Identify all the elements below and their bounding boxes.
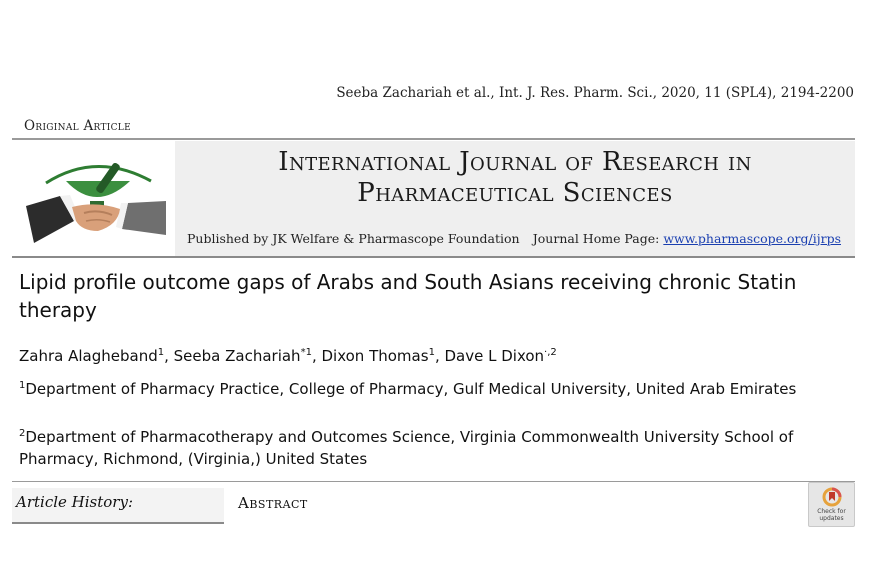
author-affiliation-marker: ·,2 [544, 347, 557, 358]
banner-bottom-rule [12, 256, 855, 258]
affiliation-marker: 2 [19, 428, 26, 439]
affiliation-text: Department of Pharmacotherapy and Outcomes Science, Virginia Commonwealth University School of Pharmacy, Richmond, (Virginia,) United States [19, 428, 794, 468]
author-list: Zahra Alagheband$^1$, Seeba Zachariah$^{*1}$, Dixon Thomas$^1$, Dave L Dixon$^{\cdot,2}$ [19, 347, 557, 365]
journal-banner [12, 141, 855, 256]
banner-top-rule [12, 138, 855, 140]
author-name: Zahra Alagheband [19, 347, 158, 365]
journal-title-line-2: Pharmaceutical Sciences [357, 178, 673, 208]
article-history-label: Article History: [16, 493, 134, 511]
journal-title [175, 147, 855, 209]
affiliation-2 [19, 426, 859, 470]
bookmark-ring-icon [822, 487, 842, 507]
author-affiliation-marker: 1 [428, 347, 435, 358]
author-name: Dave L Dixon [444, 347, 545, 365]
affiliation-1 [19, 378, 859, 400]
author-affiliation-marker: 1 [157, 347, 165, 358]
affiliation-marker: 1 [19, 380, 26, 391]
article-history-box [12, 488, 224, 524]
publisher-text: Published by JK Welfare & Pharmascope Foundation [187, 231, 520, 246]
handshake-mortar-pestle-logo [26, 151, 166, 251]
homepage-label: Journal Home Page: [532, 231, 664, 246]
section-divider [12, 481, 855, 482]
abstract-heading: Abstract [238, 494, 308, 512]
author-name: Seeba Zachariah [173, 347, 301, 365]
check-for-updates-label: Check for updates [817, 508, 846, 522]
citation-line: Seeba Zachariah et al., Int. J. Res. Pharm. Sci., 2020, 11 (SPL4), 2194-2200 [336, 85, 854, 101]
paper-title: Lipid profile outcome gaps of Arabs and South Asians receiving chronic Statin therapy [19, 270, 797, 322]
author-name: Dixon Thomas [321, 347, 429, 365]
homepage-link[interactable]: www.pharmascope.org/ijrps [663, 231, 841, 246]
check-for-updates-button[interactable] [808, 482, 855, 527]
journal-homepage [533, 231, 841, 246]
affiliation-text: Department of Pharmacy Practice, College of Pharmacy, Gulf Medical University, United Arab Emirates [25, 380, 797, 398]
author-affiliation-marker: *1 [300, 347, 312, 358]
journal-banner-panel [175, 141, 855, 256]
journal-title-line-1: International Journal of Research in [278, 147, 752, 177]
article-type-label: Original Article [24, 118, 131, 134]
